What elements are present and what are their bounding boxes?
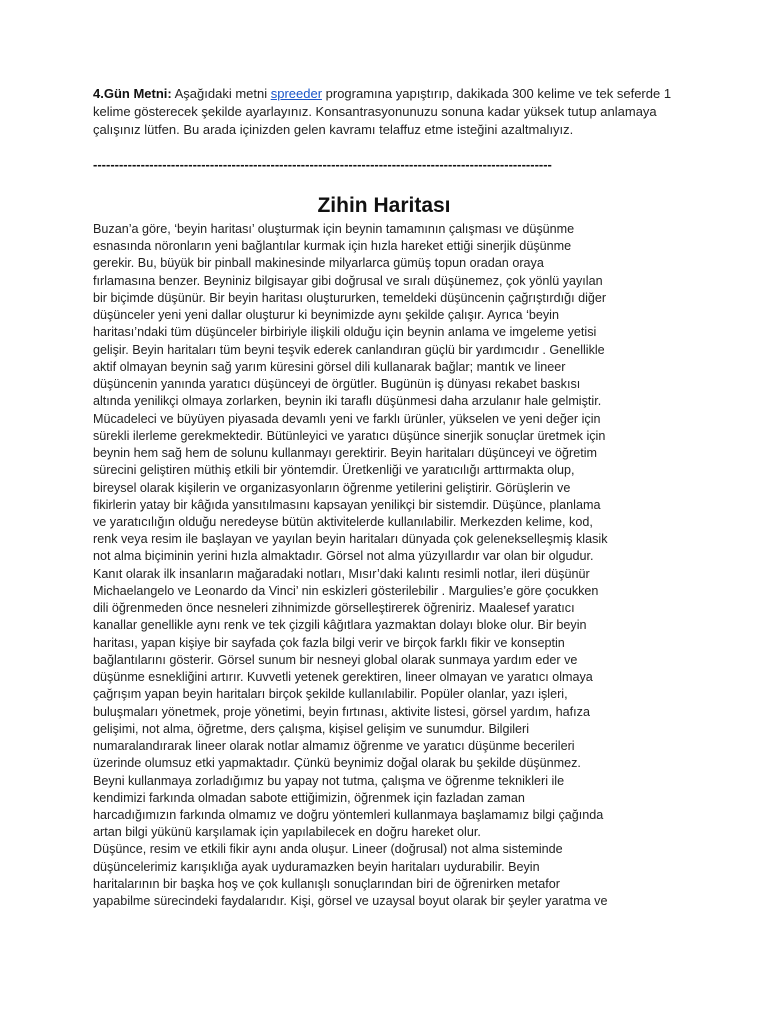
body-text-line: renk veya resim ile başlayan ve yayılan beyin haritaları dünyada çok gelenekselleşmiş klasik [93, 532, 608, 547]
body-text-line: düşünceler yeni yeni dallar oluşturur ki beynimizde aynı şekilde çalışır. Ayrıca ‘beyin [93, 308, 559, 323]
body-text-line: harcadığımızın farkında olmamız ve doğru yöntemleri kullanmaya başlamamız bilgi çağında [93, 807, 604, 822]
body-text-line: Michaelangelo ve Leonardo da Vinci’ nin eskizleri gösterilebilir . Margulies’e göre çocukken [93, 583, 599, 598]
body-text-line: haritalarının bir başka hoş ve çok kullanışlı sonuçlarından biri de öğrenirken metafor [93, 876, 560, 891]
body-text-line: fikirlerin yatay bir kâğıda yansıtılmasını kapsayan yenilikçi bir sistemdir. Düşünce, planlama [93, 497, 601, 512]
body-text-line: dili öğrenmeden önce nesneleri zihnimizde görselleştirerek öğreniriz. Maalesef yaratıcı [93, 601, 575, 616]
body-text-line: haritası, yapan kişiye bir sayfada çok fazla bilgi verir ve birçok farklı fikir ve konseptin [93, 635, 565, 650]
body-text-line: düşüncelerimiz karışıklığa ayak uyduramazken beyin haritaları uydurabilir. Beyin [93, 859, 540, 874]
body-text-line: altında yenilikçi olmaya zorlarken, beynin iki taraflı düşünmesi daha arzulanır hale gelmiştir. [93, 394, 602, 409]
body-text-line: bireysel olarak kişilerin ve organizasyonların öğrenme yetilerini geliştirir. Görüşlerin ve [93, 480, 571, 495]
body-text-line: beynin hem sağ hem de solunu kullanmayı gerektirir. Beyin haritaları düşünceyi ve öğretim [93, 446, 598, 461]
body-text-line: gerekir. Bu, büyük bir pinball makinesinde milyarlarca gümüş topun oradan oraya [93, 256, 544, 271]
intro-paragraph [93, 85, 683, 140]
body-text-line: yapabilme sürecindeki faydalarıdır. Kişi, görsel ve uzaysal boyut olarak bir şeyler yaratma ve [93, 894, 608, 909]
body-text-line: gelişir. Beyin haritaları tüm beyni teşvik ederek canlandıran güçlü bir yardımcıdır . Genellikle [93, 342, 605, 357]
body-text-line: Kanıt olarak ilk insanların mağaradaki notları, Mısır’daki kalıntı resimli notlar, ileri düşünür [93, 566, 590, 581]
body-text-line: haritası’ndaki tüm düşünceler birbiriyle ilişkili olduğu için beynin anlama ve imgeleme yetisi [93, 325, 597, 340]
spreeder-link[interactable]: spreeder [270, 86, 323, 101]
body-text-line: sürekli ilerleme gerekmektedir. Bütünleyici ve yaratıcı düşünce sinerjik sonuçlar üretmek için [93, 428, 606, 443]
body-text-line: düşüncenin yanında yaratıcı düşünceyi de örgütler. Bugünün iş dünyası rekabet baskısı [93, 377, 581, 392]
body-text-line: çağrışım yapan beyin haritaları birçok şekilde kullanılabilir. Popüler olanlar, yazı işleri, [93, 687, 568, 702]
body-text-line: Buzan’a göre, ‘beyin haritası’ oluşturmak için beynin tamamının çalışması ve düşünme [93, 222, 575, 236]
dashed-separator: ---------------------------------------------------------------------------------------------------------- [93, 157, 552, 172]
body-text-line: artan bilgi yükünü karşılamak için yapılabilecek en doğru hareket olur. [93, 825, 481, 840]
body-text-line: esnasında nöronların yeni bağlantılar kurmak için hızla hareket ettiği sinerjik düşünme [93, 239, 572, 254]
body-text-line: sürecini geliştiren müthiş etkili bir yöntemdir. Üretkenliği ve yaratıcılığı arttırmakta olup, [93, 463, 575, 478]
body-text-line: Mücadeleci ve büyüyen piyasada devamlı yeni ve farklı ürünler, yükselen ve yeni değer için [93, 411, 601, 426]
body-text-line: kanallar genellikle aynı renk ve tek çizgili kâğıtlara yazmaktan dolayı bloke olur. Bir beyin [93, 618, 587, 633]
body-text-line: numaralandırarak lineer olarak notlar almamız öğrenme ve yaratıcı düşünme becerileri [93, 739, 575, 754]
intro-text-before-link: Aşağıdaki metni [171, 86, 271, 101]
body-text-line: gelişimi, not alma, öğretme, ders çalışma, kişisel gelişim ve sunumdur. Bilgileri [93, 721, 530, 736]
body-text-line: Düşünce, resim ve etkili fikir aynı anda oluşur. Lineer (doğrusal) not alma sisteminde [93, 842, 563, 857]
body-text-line: aktif olmayan beynin sağ yarım küresini görsel dili kullanarak bağlar; mantık ve lineer [93, 359, 566, 374]
body-text-line: ve yaratıcılığın olduğu neredeyse bütün aktivitelerde kullanılabilir. Merkezden kelime, kod, [93, 514, 593, 529]
body-text-line: düşünme esnekliğini artırır. Kuvvetli yetenek gerektiren, lineer olmayan ve yaratıcı olmaya [93, 670, 593, 685]
body-text-line: fırlamasına benzer. Beyniniz bilgisayar gibi doğrusal ve sıralı düşünemez, çok yönlü yayılan [93, 273, 603, 288]
body-text-line: buluşmaları yönetmek, proje yönetimi, beyin fırtınası, aktivite listesi, görsel yardım, hafıza [93, 704, 590, 719]
body-text-line: not alma biçiminin yerini hızla almaktadır. Görsel not alma yüzyıllardır var olan bir olgudur. [93, 549, 594, 564]
body-text-line: bir biçimde düşünür. Bir beyin haritası oluştururken, temeldeki düşüncenin çağrıştırdığı diğer [93, 290, 607, 305]
intro-text-after-link: programına yapıştırıp, dakikada 300 kelime ve tek seferde 1 kelime gösterecek şekilde ayarlayınız. Konsantrasyonunuzu sonuna kadar yüksek tutup anlamaya çalışınız lütfen. Bu arada içinizden gelen kavramı telaffuz etme isteğini azaltmalıyız. [93, 86, 672, 138]
body-text-line: Beyni kullanmaya zorladığımız bu yapay not tutma, çalışma ve öğrenme teknikleri ile [93, 773, 565, 788]
body-text-line: üzerinde olumsuz etki yapmaktadır. Çünkü beynimiz doğal olarak bu şekilde düşünmez. [93, 756, 581, 771]
body-text-line: bağlantılarını gösterir. Görsel sunum bir nesneyi global olarak sunmaya yardım eder ve [93, 652, 578, 667]
document-title: Zihin Haritası [317, 194, 451, 217]
body-text [93, 221, 689, 910]
intro-day-label: 4.Gün Metni: [93, 86, 172, 101]
body-text-line: kendimizi farkında olmadan sabote ettiğimizin, öğrenmek için fazladan zaman [93, 790, 525, 805]
